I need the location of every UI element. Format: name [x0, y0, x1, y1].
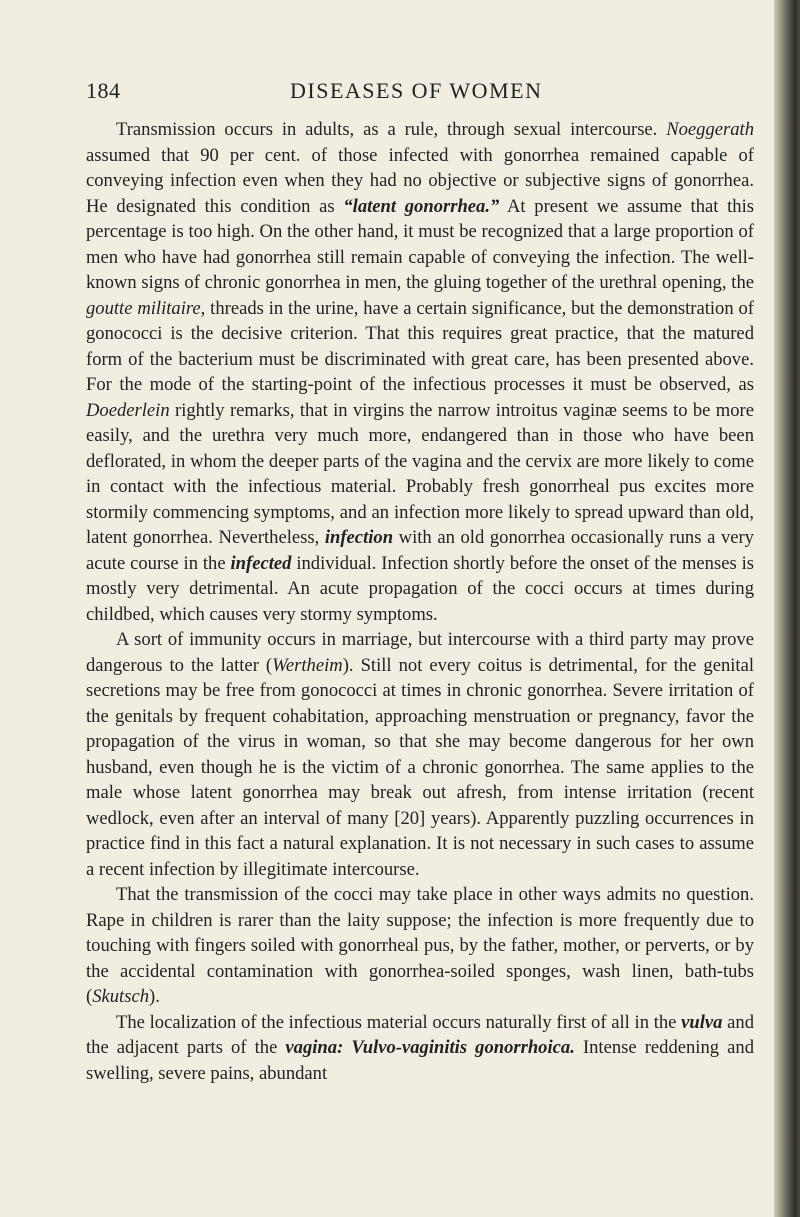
page-number: 184: [86, 78, 121, 103]
paragraph-3: That the transmission of the cocci may take place in other ways admits no question. Rape in children is rarer than the laity suppose; the infection is more frequently due to touching with fingers soiled with gonorrheal pus, by the father, mother, or perverts, or by the accidental contamination with gonorrhea-soiled sponges, wash linen, bath-tubs (Skutsch).: [86, 884, 754, 1007]
body-text: [86, 117, 754, 1086]
paragraph-2: A sort of immunity occurs in marriage, but intercourse with a third party may prove dangerous to the latter (Wertheim). Still not every coitus is detrimental, for the genital secretions may be free from gonococci at times in chronic gonorrhea. Severe irritation of the genitals by frequent cohabitation, approaching menstruation or pregnancy, favor the propagation of the virus in woman, so that she may become dangerous for her own husband, even though he is the victim of a chronic gonorrhea. The same applies to the male whose latent gonorrhea may break out afresh, from intense irritation (recent wedlock, even after an interval of many [20] years). Apparently puzzling occurrences in practice find in this fact a natural explanation. It is not necessary in such cases to assume a recent infection by illegitimate intercourse.: [86, 629, 754, 880]
author-doederlein: Doederlein: [86, 399, 170, 421]
term-goutte-militaire: goutte militaire,: [86, 297, 206, 319]
term-vulvo-vaginitis: vagina: Vulvo-vaginitis gonorrhoica.: [285, 1037, 575, 1058]
paragraph-4: The localization of the infectious material occurs naturally first of all in the vulva and the adjacent parts of the vagina: Vulvo-vaginitis gonorrhoica. Intense reddening and swelling, severe pains, abundant: [86, 1011, 754, 1084]
term-latent-gonorrhea: “latent gonorrhea.”: [343, 195, 500, 217]
term-vulva: vulva: [681, 1011, 723, 1033]
paragraph-1: Transmission occurs in adults, as a rule, through sexual intercourse. Noeggerath assumed that 90 per cent. of those infected with gonorrhea remained capable of conveying infection even when they had no objective or subjective signs of gonorrhea. He designated this condition as “latent gonorrhea.” At present we assume that this percentage is too high. On the other hand, it must be recognized that a large proportion of men who have had gonorrhea still remain capable of conveying the infection. The well-known signs of chronic gonorrhea in men, the gluing together of the urethral opening, the goutte militaire, threads in the urine, have a certain significance, but the demonstration of gonococci is the decisive criterion. That this requires great practice, that the matured form of the bacterium must be discriminated with great care, has been presented above. For the mode of the starting-point of the infectious processes it must be observed, as Doederlein rightly remarks, that in virgins the narrow introitus vaginæ seems to be more easily, and the urethra very much more, endangered than in those who have been deflorated, in whom the deeper parts of the vagina and the cervix are more likely to come in contact with the infectious material. Probably fresh gonorrheal pus excites more stormily commencing symptoms, and an infection more likely to spread upward than old, latent gonorrhea. Nevertheless, infection with an old gonorrhea occasionally runs a very acute course in the infected individual. Infection shortly before the onset of the menses is mostly very detrimental. An acute propagation of the cocci occurs at times during childbed, which causes very stormy symptoms.: [86, 119, 754, 625]
author-wertheim: Wertheim: [272, 654, 343, 676]
running-title: DISEASES OF WOMEN: [290, 78, 543, 103]
term-infected: infected: [230, 552, 292, 574]
page-header: [0, 78, 780, 108]
term-infection: infection: [324, 527, 394, 548]
author-noeggerath: Noeggerath: [666, 119, 754, 140]
page-edge-shadow: [774, 0, 800, 1217]
author-skutsch: Skutsch: [92, 986, 150, 1007]
